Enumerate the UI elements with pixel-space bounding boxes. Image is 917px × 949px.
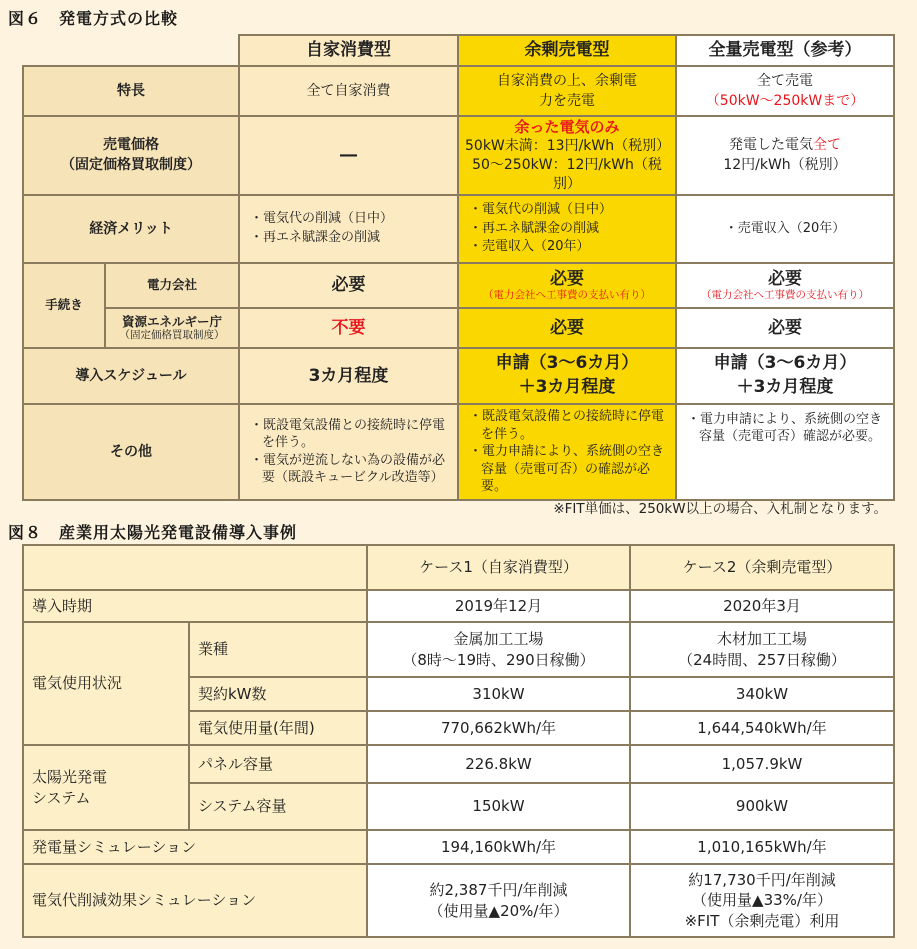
row-label-savings: 電気代削減効果シミュレーション <box>23 864 367 937</box>
merit-surplus-sale <box>458 195 676 263</box>
agency-surplus-sale: 必要 <box>458 308 676 348</box>
utility-surplus-note: （電力会社へ工事費の支払い有り） <box>483 289 651 302</box>
industry-case2 <box>630 622 894 677</box>
feature-self-consumption: 全て自家消費 <box>239 66 458 116</box>
row-label-date: 導入時期 <box>23 590 367 622</box>
system-capacity-case2: 900kW <box>630 783 894 830</box>
utility-full-value: 必要 <box>768 268 802 289</box>
savings-case2-line2: （使用量▲33%/年） <box>692 891 832 910</box>
merit-c1-item: ・再エネ賦課金の削減 <box>250 229 381 245</box>
header-case2: ケース2（余剰売電型） <box>630 545 894 590</box>
schedule-surplus-line1: 申請（3～6カ月） <box>495 353 639 374</box>
schedule-surplus-sale <box>458 348 676 404</box>
merit-c2-item: ・売電収入（20年） <box>469 239 590 255</box>
figure6-title: 図６ 発電方式の比較 <box>8 9 179 28</box>
row-label-generation: 発電量シミュレーション <box>23 830 367 864</box>
header-full-sale: 全量売電型（参考） <box>676 35 894 66</box>
feature-surplus-sale <box>458 66 676 116</box>
other-self-consumption <box>239 404 458 500</box>
contract-case1: 310kW <box>367 677 630 711</box>
price-surplus-line2: 50kW未満：13円/kWh（税別） <box>465 138 671 155</box>
row-label-contract: 契約kW数 <box>189 677 367 711</box>
table-row <box>23 263 894 308</box>
annual-usage-case2: 1,644,540kWh/年 <box>630 711 894 745</box>
savings-case1-line1: 約2,387千円/年削減 <box>429 881 568 900</box>
table-row <box>23 116 894 195</box>
solar-system-label-line2: システム <box>32 788 91 807</box>
row-label-system-capacity: システム容量 <box>189 783 367 830</box>
merit-c2-item: ・再エネ賦課金の削減 <box>469 220 600 236</box>
other-c1-item: ・既設電気設備との接続時に停電を伴う。 <box>250 417 446 451</box>
table-row <box>23 830 894 864</box>
table-row <box>23 404 894 500</box>
price-surplus-red: 余った電気のみ <box>514 118 620 136</box>
figure8-title: 図８ 産業用太陽光発電設備導入事例 <box>8 523 298 542</box>
system-capacity-case1: 150kW <box>367 783 630 830</box>
generation-case2: 1,010,165kWh/年 <box>630 830 894 864</box>
row-label-panel: パネル容量 <box>189 745 367 783</box>
agency-label-line1: 資源エネルギー庁 <box>121 314 222 330</box>
date-case1: 2019年12月 <box>367 590 630 622</box>
savings-case2 <box>630 864 894 937</box>
header-surplus-sale: 余剰売電型 <box>458 35 676 66</box>
other-c3-item: ・電力申請により、系統側の空き容量（売電可否）確認が必要。 <box>687 411 883 445</box>
industry-case1 <box>367 622 630 677</box>
schedule-self-consumption: 3カ月程度 <box>239 348 458 404</box>
row-label-industry: 業種 <box>189 622 367 677</box>
price-label-line1: 売電価格 <box>103 137 159 154</box>
price-full-red: 全て <box>813 137 841 154</box>
panel-case1: 226.8kW <box>367 745 630 783</box>
annual-usage-case1: 770,662kWh/年 <box>367 711 630 745</box>
feature-surplus-line1: 自家消費の上、余剰電 <box>497 72 637 89</box>
price-full-sale <box>676 116 894 195</box>
savings-case1-line2: （使用量▲20%/年） <box>428 901 569 920</box>
header-case1: ケース1（自家消費型） <box>367 545 630 590</box>
table-corner <box>23 545 367 590</box>
utility-self-consumption: 必要 <box>239 263 458 308</box>
row-label-usage: 電気使用状況 <box>23 622 189 745</box>
contract-case2: 340kW <box>630 677 894 711</box>
other-c2-item: ・電力申請により、系統側の空き容量（売電可否）の確認が必要。 <box>469 444 665 495</box>
generation-case1: 194,160kWh/年 <box>367 830 630 864</box>
other-c1-item: ・電気が逆流しない為の設備が必要（既設キュービクル改造等） <box>250 452 446 486</box>
date-case2: 2020年3月 <box>630 590 894 622</box>
price-full-line2: 12円/kWh（税別） <box>723 157 847 174</box>
installation-case-table <box>22 544 895 938</box>
table-row <box>23 622 894 677</box>
table-row <box>23 745 894 783</box>
savings-case1 <box>367 864 630 937</box>
utility-surplus-value: 必要 <box>550 268 584 289</box>
other-surplus-sale <box>458 404 676 500</box>
row-label-utility: 電力会社 <box>105 263 239 308</box>
table-row <box>23 195 894 263</box>
solar-system-label-line1: 太陽光発電 <box>32 768 108 787</box>
schedule-full-line1: 申請（3～6カ月） <box>713 353 857 374</box>
row-label-agency <box>105 308 239 348</box>
merit-self-consumption <box>239 195 458 263</box>
merit-full-sale: ・売電収入（20年） <box>676 195 894 263</box>
other-c2-item: ・既設電気設備との接続時に停電を伴う。 <box>469 409 665 442</box>
utility-full-note: （電力会社へ工事費の支払い有り） <box>701 289 869 302</box>
price-self-consumption: ― <box>239 116 458 195</box>
schedule-full-sale <box>676 348 894 404</box>
utility-surplus-sale <box>458 263 676 308</box>
agency-self-consumption: 不要 <box>239 308 458 348</box>
feature-full-line1: 全て売電 <box>757 72 813 89</box>
merit-c2-item: ・電気代の削減（日中） <box>469 201 613 217</box>
industry-case2-line1: 木材加工工場 <box>716 630 807 649</box>
savings-case2-line1: 約17,730千円/年削減 <box>688 871 836 890</box>
price-label-line2: （固定価格買取制度） <box>61 157 201 174</box>
price-full-prefix: 発電した電気 <box>729 137 813 154</box>
row-label-schedule: 導入スケジュール <box>23 348 239 404</box>
table-row <box>23 348 894 404</box>
industry-case2-line2: （24時間、257日稼働） <box>678 650 846 669</box>
schedule-surplus-line2: ＋3カ月程度 <box>518 376 616 397</box>
industry-case1-line1: 金属加工工場 <box>453 630 544 649</box>
price-surplus-sale <box>458 116 676 195</box>
table-corner <box>23 35 239 66</box>
feature-full-sale <box>676 66 894 116</box>
table-row <box>23 864 894 937</box>
merit-c1-item: ・電気代の削減（日中） <box>250 211 394 227</box>
agency-label-line2: （固定価格買取制度） <box>119 329 225 342</box>
power-generation-comparison-table <box>22 34 895 501</box>
industry-case1-line2: （8時～19時、290日稼働） <box>402 650 595 669</box>
price-surplus-line3: 50～250kW：12円/kWh（税別） <box>472 157 662 193</box>
row-label-annual-usage: 電気使用量(年間) <box>189 711 367 745</box>
feature-full-line2: （50kW～250kWまで） <box>705 93 865 109</box>
table-row <box>23 66 894 116</box>
row-label-feature: 特長 <box>23 66 239 116</box>
utility-full-sale <box>676 263 894 308</box>
row-label-solar-system <box>23 745 189 830</box>
savings-case2-line3: ※FIT（余剰売電）利用 <box>684 911 840 930</box>
schedule-full-line2: ＋3カ月程度 <box>736 376 834 397</box>
row-label-other: その他 <box>23 404 239 500</box>
fit-note: ※FIT単価は、250kW以上の場合、入札制となります。 <box>553 501 887 517</box>
other-full-sale <box>676 404 894 500</box>
table-row <box>23 590 894 622</box>
agency-full-sale: 必要 <box>676 308 894 348</box>
row-label-procedure: 手続き <box>23 263 105 348</box>
table-row <box>23 308 894 348</box>
feature-surplus-line2: 力を売電 <box>539 93 595 109</box>
table-header-row <box>23 35 894 66</box>
row-label-price <box>23 116 239 195</box>
panel-case2: 1,057.9kW <box>630 745 894 783</box>
header-self-consumption: 自家消費型 <box>239 35 458 66</box>
table-header-row <box>23 545 894 590</box>
row-label-merit: 経済メリット <box>23 195 239 263</box>
